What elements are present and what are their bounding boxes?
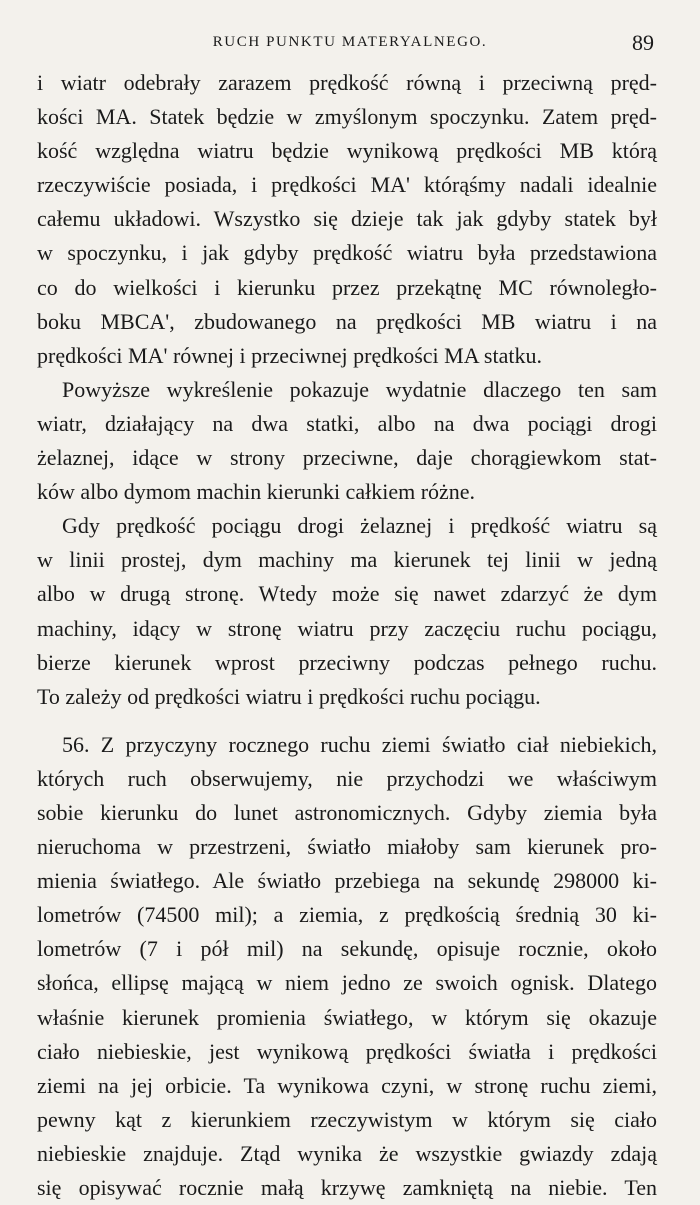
text-line: i wiatr odebrały zarazem prędkość równą i przeciwną pręd- [37, 70, 657, 95]
text-line: których ruch obserwujemy, nie przychodzi we właściwym [37, 765, 657, 791]
section-56 [37, 728, 657, 1205]
text-line: To zależy od prędkości wiatru i prędkości ruchu pociągu. [37, 683, 541, 709]
text-line: ków albo dymom machin kierunki całkiem różne. [37, 479, 476, 505]
text-line: 56. Z przyczyny rocznego ruchu ziemi światło ciał niebiekich, [62, 731, 657, 757]
page-number: 89 [632, 30, 654, 55]
text-line: kości MA. Statek będzie w zmyślonym spoczynku. Zatem pręd- [37, 104, 657, 130]
running-head [0, 30, 700, 60]
text-line: słońca, ellipsę mającą w niem jedno ze swoich ognisk. Dlatego [37, 970, 657, 996]
text-line: niebieskie znajduje. Ztąd wynika że wszystkie gwiazdy zdają [37, 1140, 657, 1166]
text-line: wiatr, działający na dwa statki, albo na dwa pociągi drogi [37, 410, 657, 436]
text-line: machiny, idący w stronę wiatru przy zaczęciu ruchu pociągu, [37, 615, 657, 641]
text-line: ziemi na jej orbicie. Ta wynikowa czyni, w stronę ruchu ziemi, [37, 1072, 657, 1098]
text-line: mienia światłego. Ale światło przebiega na sekundę 298000 ki- [37, 868, 657, 894]
text-line: pewny kąt z kierunkiem rzeczywistym w którym się ciało [37, 1106, 657, 1132]
text-line: właśnie kierunek promienia światłego, w którym się okazuje [37, 1004, 657, 1030]
text-line: bierze kierunek wprost przeciwny podczas pełnego ruchu. [37, 649, 657, 675]
text-line: Powyższe wykreślenie pokazuje wydatnie dlaczego ten sam [62, 376, 657, 402]
text-line: sobie kierunku do lunet astronomicznych. Gdyby ziemia była [37, 799, 657, 825]
text-line: nieruchoma w przestrzeni, światło miałoby sam kierunek pro- [37, 834, 657, 860]
text-line: kość względna wiatru będzie wynikową prędkości MB którą [37, 138, 657, 164]
text-line: boku MBCA', zbudowanego na prędkości MB wiatru i na [37, 308, 657, 334]
section-gap [37, 714, 657, 728]
text-line: całemu układowi. Wszystko się dzieje tak jak gdyby statek był [37, 206, 657, 232]
text-line: lometrów (7 i pół mil) na sekundę, opisuje rocznie, około [37, 936, 657, 962]
paragraph [37, 373, 657, 509]
running-title: RUCH PUNKTU MATERYALNEGO. [212, 34, 488, 50]
text-line: się opisywać rocznie małą krzywę zamkniętą na niebie. Ten [37, 1175, 657, 1200]
text-line: lometrów (74500 mil); a ziemia, z prędkością średnią 30 ki- [37, 902, 657, 928]
text-line: rzeczywiście posiada, i prędkości MA' którąśmy nadali idealnie [37, 172, 657, 198]
text-line: albo w drugą stronę. Wtedy może się nawet zdarzyć że dym [37, 581, 657, 607]
text-line: co do wielkości i kierunku przez przekątnę MC równoległo- [37, 274, 657, 300]
body-text [37, 66, 657, 1205]
paragraph-continuation [37, 66, 657, 373]
text-line: w linii prostej, dym machiny ma kierunek tej linii w jedną [37, 547, 657, 573]
text-line: Gdy prędkość pociągu drogi żelaznej i prędkość wiatru są [62, 513, 657, 539]
text-line: prędkości MA' równej i przeciwnej prędkości MA statku. [37, 342, 542, 368]
text-line: żelaznej, idące w strony przeciwne, daje chorągiewkom stat- [37, 445, 657, 471]
text-line: ciało niebieskie, jest wynikową prędkości światła i prędkości [37, 1038, 657, 1064]
text-line: w spoczynku, i jak gdyby prędkość wiatru była przedstawiona [37, 240, 657, 266]
paragraph [37, 509, 657, 714]
